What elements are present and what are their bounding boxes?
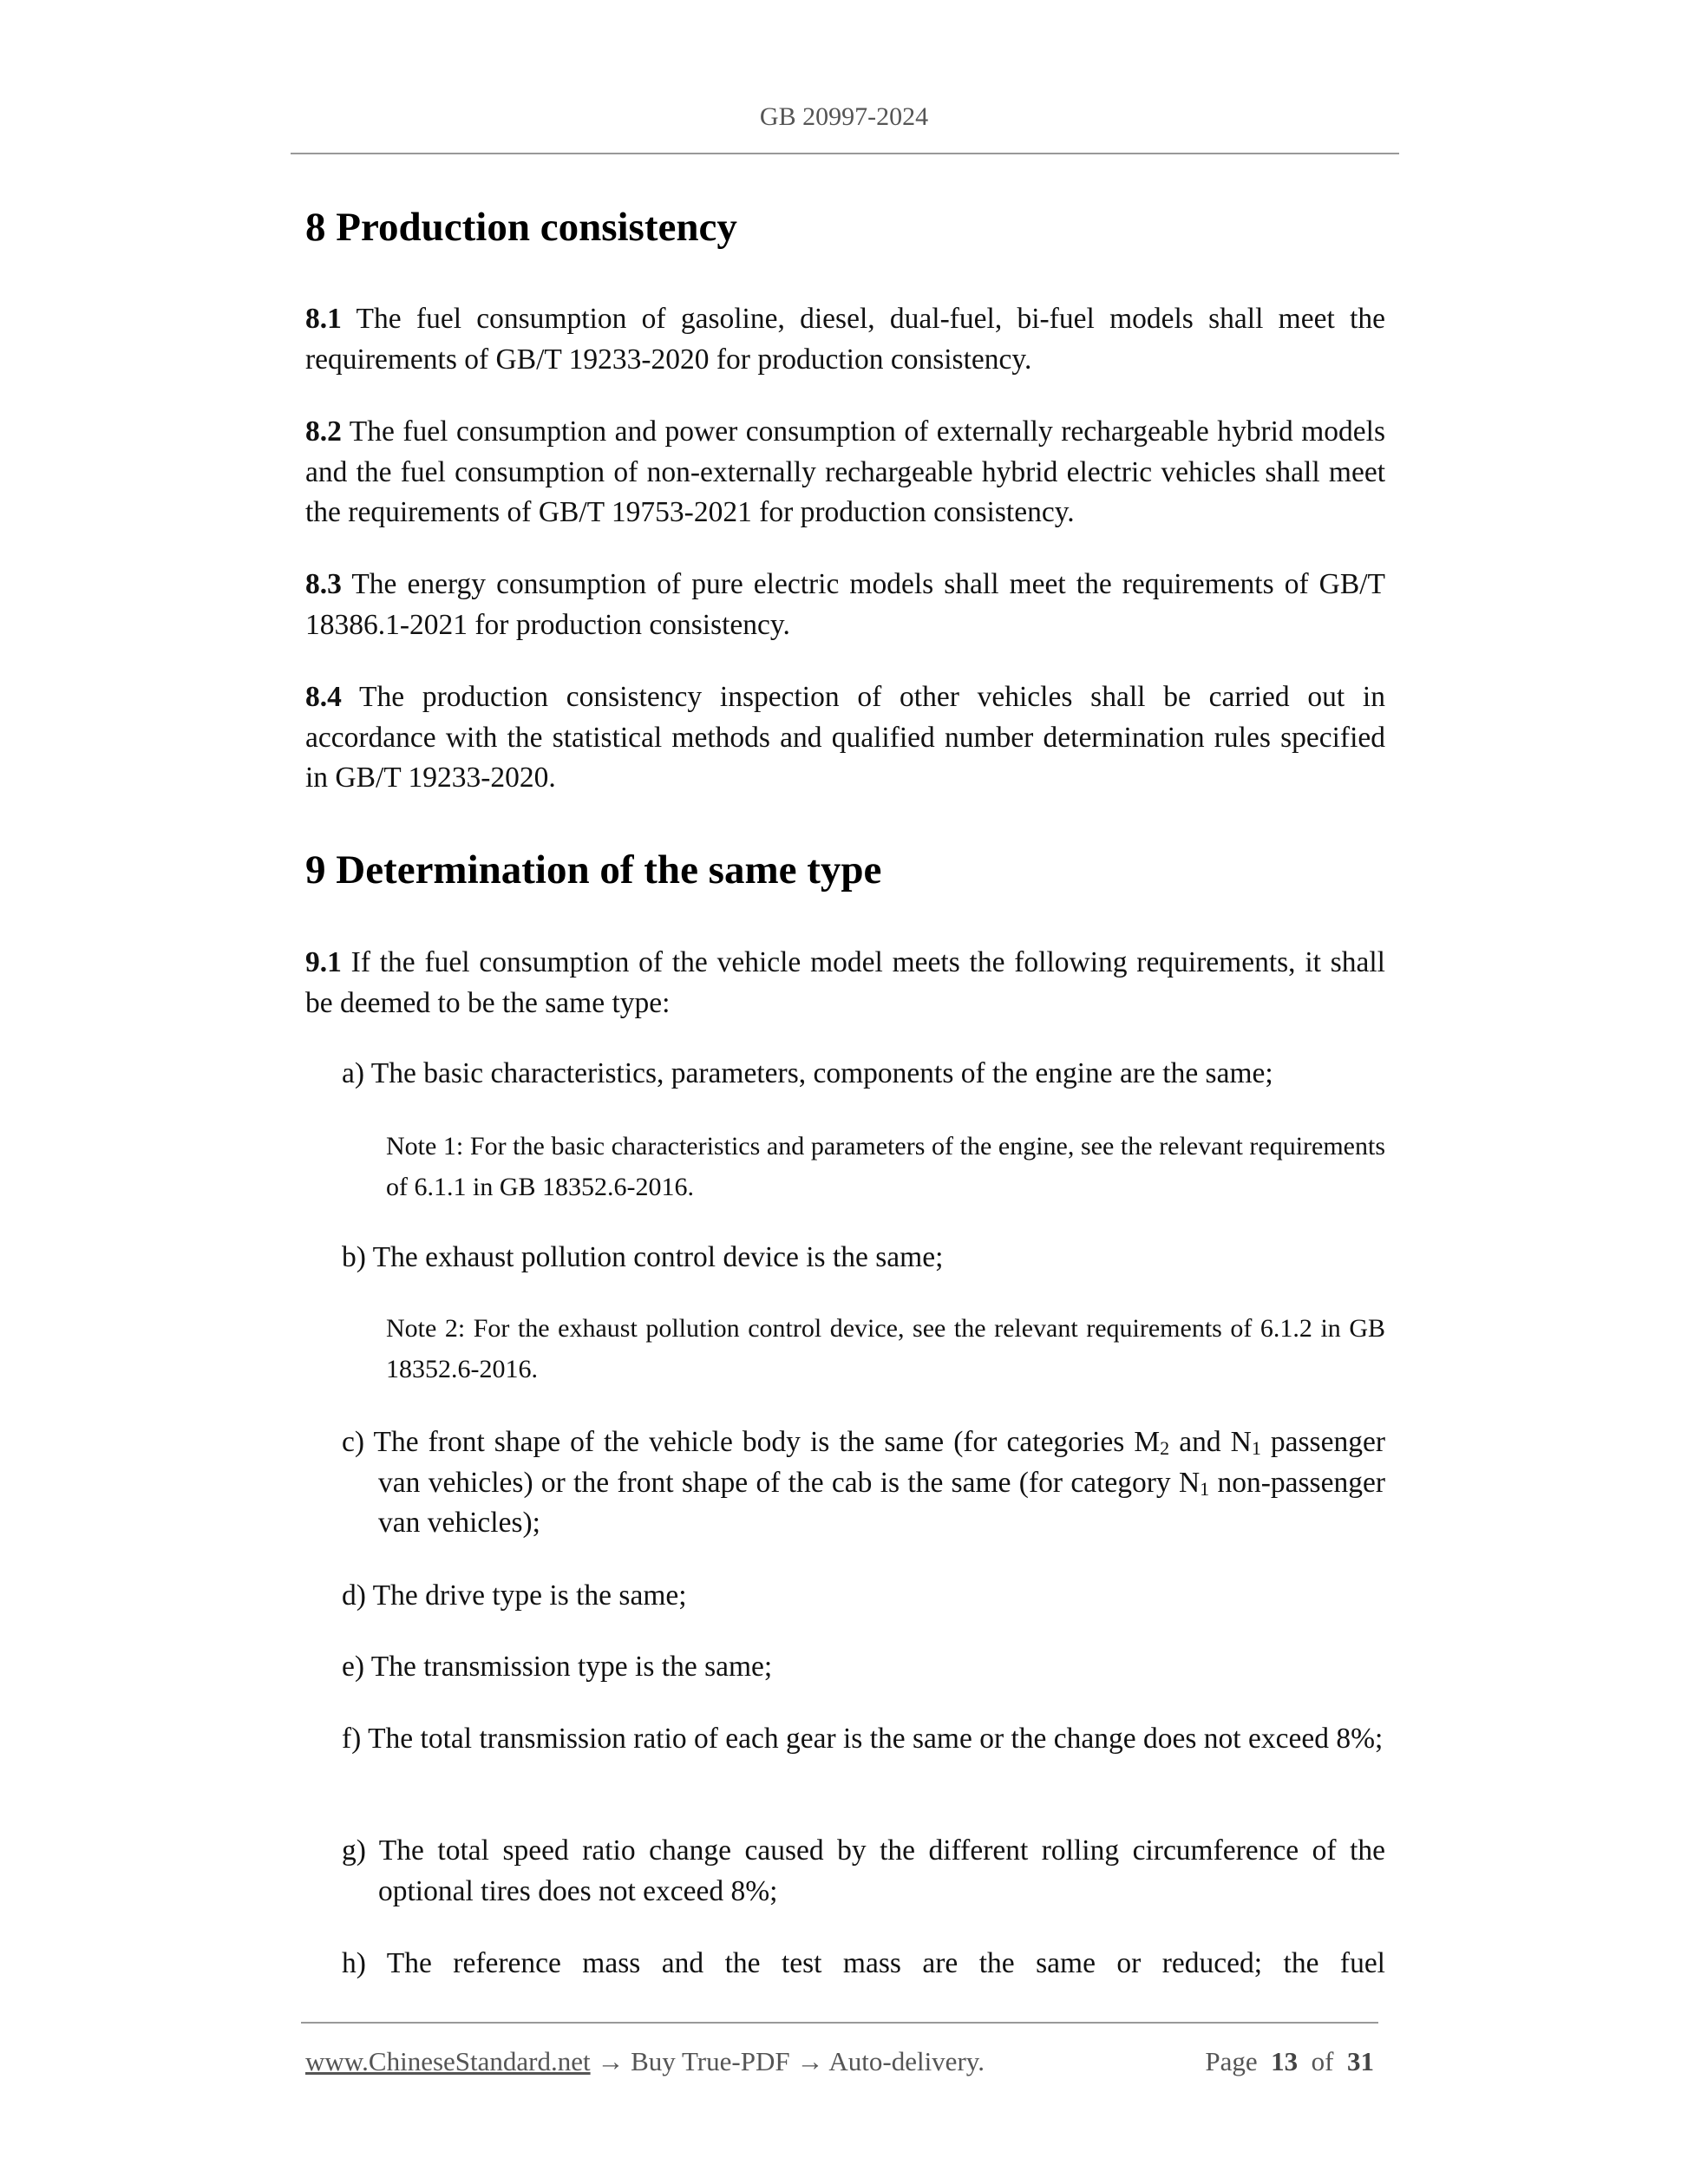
list-item-g: g) The total speed ratio change caused by the different rolling circumference of the optional tires does not exceed 8%; bbox=[342, 1834, 1385, 1907]
clause-9-1 bbox=[305, 943, 1385, 1023]
text: passenger van vehicles) or the front shape of the cab is the same (for category N bbox=[378, 1426, 1385, 1499]
list-item-h: h) The reference mass and the test mass are the same or reduced; the fuel bbox=[342, 1947, 1385, 1979]
clause-8-1 bbox=[305, 299, 1385, 380]
section-heading-9: 9 Determination of the same type bbox=[305, 847, 882, 893]
list-item-c bbox=[342, 1422, 1385, 1544]
website-link[interactable]: www.ChineseStandard.net bbox=[305, 2046, 591, 2076]
clause-8-2 bbox=[305, 412, 1385, 533]
clause-number: 8.4 bbox=[305, 681, 342, 713]
total-pages: 31 bbox=[1347, 2046, 1374, 2076]
clause-8-3 bbox=[305, 565, 1385, 645]
promo-text: → Buy True-PDF → Auto-delivery. bbox=[590, 2046, 985, 2076]
running-header: GB 20997-2024 bbox=[759, 102, 929, 131]
header-rule bbox=[291, 153, 1399, 154]
clause-text: If the fuel consumption of the vehicle model meets the following requirements, it shall be deemed to be the same type: bbox=[305, 946, 1385, 1019]
clause-8-4 bbox=[305, 677, 1385, 799]
list-item-d: d) The drive type is the same; bbox=[342, 1579, 687, 1612]
subscript: 1 bbox=[1200, 1477, 1210, 1500]
page-number bbox=[1205, 2043, 1374, 2081]
text: c) The front shape of the vehicle body is the same (for categories M bbox=[342, 1426, 1161, 1458]
clause-text: The production consistency inspection of other vehicles shall be carried out in accordance with the statistical methods and qualified number determination rules specified in GB/T 19233-2020. bbox=[305, 681, 1385, 794]
clause-number: 8.3 bbox=[305, 568, 342, 600]
note-1: Note 1: For the basic characteristics and parameters of the engine, see the relevant requirements of 6.1.1 in GB 18352.6-2016. bbox=[386, 1132, 1385, 1201]
list-item-b: b) The exhaust pollution control device is the same; bbox=[342, 1241, 944, 1273]
of-label: of bbox=[1311, 2046, 1334, 2076]
clause-number: 8.2 bbox=[305, 415, 342, 448]
footer-promo bbox=[305, 2043, 985, 2081]
text: non-passenger van vehicles); bbox=[378, 1466, 1385, 1540]
page-label: Page bbox=[1205, 2046, 1258, 2076]
clause-text: The fuel consumption and power consumption of externally rechargeable hybrid models and the fuel consumption of non-externally rechargeable hybrid electric vehicles shall meet the requirements of GB/T 19753-2021 for production consistency. bbox=[305, 415, 1385, 529]
subscript: 2 bbox=[1160, 1437, 1170, 1459]
current-page: 13 bbox=[1271, 2046, 1299, 2076]
list-item-f: f) The total transmission ratio of each gear is the same or the change does not exceed 8%; bbox=[342, 1723, 1384, 1755]
list-item-e: e) The transmission type is the same; bbox=[342, 1651, 773, 1683]
text: and N bbox=[1169, 1426, 1252, 1458]
subscript: 1 bbox=[1251, 1437, 1261, 1459]
clause-text: The fuel consumption of gasoline, diesel, dual-fuel, bi-fuel models shall meet the requirements of GB/T 19233-2020 for production consistency. bbox=[305, 303, 1385, 376]
clause-number: 9.1 bbox=[305, 946, 342, 978]
footer-rule bbox=[301, 2022, 1378, 2024]
clause-text: The energy consumption of pure electric models shall meet the requirements of GB/T 18386.1-2021 for production consistency. bbox=[305, 568, 1385, 641]
clause-number: 8.1 bbox=[305, 303, 342, 335]
list-item-a: a) The basic characteristics, parameters, components of the engine are the same; bbox=[342, 1057, 1273, 1089]
note-2: Note 2: For the exhaust pollution control device, see the relevant requirements of 6.1.2 in GB 18352.6-2016. bbox=[386, 1314, 1385, 1383]
section-heading-8: 8 Production consistency bbox=[305, 205, 737, 250]
